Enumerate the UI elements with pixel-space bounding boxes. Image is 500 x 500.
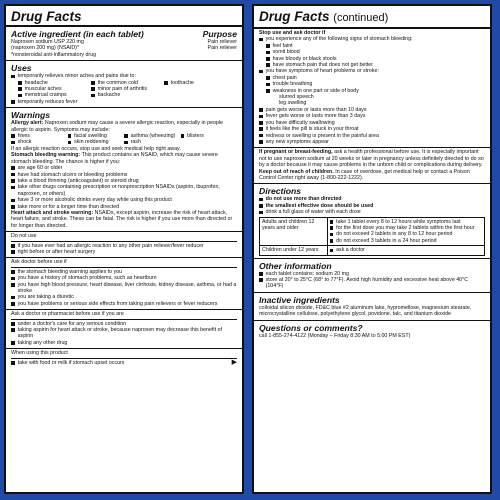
ask-doctor-heading: Ask doctor before use if [11, 259, 237, 267]
checkbox-bullet-icon [11, 361, 15, 365]
checkbox-bullet-icon [266, 63, 270, 67]
other-information-section [254, 259, 490, 293]
checkbox-bullet-icon [330, 249, 334, 253]
list-item: you have high blood pressure, heart disease, liver cirrhosis, kidney disease, asthma, or had a stroke [11, 282, 237, 295]
checkbox-bullet-icon [68, 141, 72, 145]
list-item: have bloody or black stools [266, 56, 485, 62]
checkbox-bullet-icon [259, 204, 263, 208]
questions-section [254, 321, 490, 341]
checkbox-bullet-icon [18, 87, 22, 91]
checkbox-bullet-icon [11, 205, 15, 209]
ask-pharmacist-section [6, 310, 242, 349]
list-item: right before or after heart surgery [11, 249, 237, 255]
uses-section: Uses temporarily relieves minor aches and pains due to: headache the common cold toothache muscular aches minor pain of arthritis menstrual cramps backache temporarily reduces fever [6, 61, 242, 108]
warnings-section: Warnings Allergy alert: Naproxen sodium may cause a severe allergic reaction, especially in people allergic to aspirin. Symptoms may include: hives facial swelling asthma (wheezing) blisters shock skin reddening rash If an allergic reaction occurs, stop use and seek medical help right away. Stomach bleeding warning: This product contains an NSAID, which may cause severe stomach bleeding. The chance is higher if you: are age 60 or older have had stomach ulcers or bleeding problems take a blood thinning (anticoagulant) or steroid drug take other drugs containing prescription or nonprescription NSAIDs (aspirin, ibuprofen, naproxen, or others) have 3 or more alcoholic drinks every day while using this product take more or for a longer time than directed Heart attack and stroke warning: NSAIDs, except aspirin, increase the risk of heart attack, heart failure, and stroke. These can be fatal. The risk is higher if you use more than directed or for longer than directed. [6, 108, 242, 232]
checkbox-bullet-icon [11, 173, 15, 177]
checkbox-bullet-icon [11, 341, 15, 345]
checkbox-bullet-icon [266, 57, 270, 61]
list-item: do not use more than directed [259, 196, 485, 202]
list-item: feel faint [266, 43, 485, 49]
checkbox-bullet-icon [18, 94, 22, 98]
list-item: any new symptoms appear [259, 139, 485, 145]
panel-title: Drug Facts (continued) [254, 6, 490, 29]
list-item: you have problems or serious side effects from taking pain relievers or fever reducers [11, 301, 237, 307]
checkbox-bullet-icon [11, 179, 15, 183]
directions-heading: Directions [259, 186, 302, 197]
active-heading: Active ingredient (in each tablet) [11, 29, 144, 39]
checkbox-bullet-icon [330, 233, 334, 237]
questions-heading: Questions or comments? [259, 322, 363, 333]
checkbox-bullet-icon [259, 70, 263, 74]
checkbox-bullet-icon [259, 272, 263, 276]
checkbox-bullet-icon [259, 278, 263, 282]
checkbox-bullet-icon [330, 226, 334, 230]
checkbox-bullet-icon [124, 134, 128, 138]
checkbox-bullet-icon [259, 108, 263, 112]
list-item: take with food or milk if stomach upset occurs ▶ [11, 360, 237, 366]
list-item: each tablet contains: sodium 20 mg [259, 271, 485, 277]
checkbox-bullet-icon [266, 44, 270, 48]
list-item: have had stomach ulcers or bleeding problems [11, 172, 237, 178]
checkbox-bullet-icon [68, 134, 72, 138]
list-item: have stomach pain that does not get better [266, 62, 485, 68]
active-ingredient-section [6, 27, 242, 61]
checkbox-bullet-icon [11, 322, 15, 326]
list-item: you are taking a diuretic [11, 294, 237, 300]
checkbox-bullet-icon [18, 81, 22, 85]
list-item: pain gets worse or lasts more than 10 days [259, 107, 485, 113]
checkbox-bullet-icon [330, 220, 334, 224]
checkbox-bullet-icon [164, 81, 168, 85]
list-item: store at 20° to 25°C (68° to 77°F). Avoid high humidity and excessive heat above 40°C (104°F) [259, 277, 485, 290]
pregnancy-section: If pregnant or breast-feeding, ask a health professional before use. It is especially important not to use naproxen sodium at 20 weeks or later in pregnancy unless definitely directed to do so by a doctor because it may cause problems in the unborn child or complications during delivery. Keep out of reach of children. In case of overdose, get medical help or contact a Poison Control Center right away (1-800-222-1222). [254, 148, 490, 184]
directions-section [254, 184, 490, 258]
warnings-heading: Warnings [11, 110, 50, 121]
do-not-use-section [6, 232, 242, 258]
list-item: if you have ever had an allergic reaction to any other pain reliever/fever reducer [11, 243, 237, 249]
checkbox-bullet-icon [330, 239, 334, 243]
when-using-section [6, 349, 242, 368]
checkbox-bullet-icon [11, 296, 15, 300]
drug-facts-continued-panel [252, 4, 492, 494]
phone-number: call 1-855-274-4122 (Monday – Friday 8:30 AM to 5:00 PM EST) [259, 332, 411, 339]
list-item: drink a full glass of water with each dose [259, 209, 485, 215]
panel-title: Drug Facts [6, 6, 242, 27]
purpose-heading: Purpose [202, 29, 237, 39]
continue-arrow-icon: ▶ [231, 358, 237, 366]
inactive-ingredients-heading: Inactive ingredients [259, 294, 340, 305]
checkbox-bullet-icon [259, 127, 263, 131]
list-item: take more or for a longer time than directed [11, 204, 237, 210]
checkbox-bullet-icon [11, 134, 15, 138]
list-item: you have a history of stomach problems, such as heartburn [11, 275, 237, 281]
stop-use-section: Stop use and ask doctor if you experience any of the following signs of stomach bleeding: feel faint vomit blood have bloody or black stools have stomach pain that does not get better you have symptoms of heart problems or stroke: chest pain trouble breathing weakness in one part or side of body slurred speech leg swelling pain gets worse or lasts more than 10 days fever gets worse or lasts more than 3 days you have difficulty swallowing it feels like the pill is stuck in your throat redness or swelling is present in the painful area any new symptoms appear [254, 29, 490, 148]
list-item: are age 60 or older [11, 165, 237, 171]
checkbox-bullet-icon [11, 199, 15, 203]
table-row: Adults and children 12 years and older take 1 tablet every 8 to 12 hours while symptoms last for the first dose you may take 2 tablets within the first hour do not exceed 2 tablets in any 8 to 12 hour period do not exceed 3 tablets in a 24 hour period [260, 217, 485, 246]
list-item: trouble breathing [266, 81, 485, 87]
list-item: have 3 or more alcoholic drinks every day while using this product [11, 197, 237, 203]
list-item: take a blood thinning (anticoagulant) or steroid drug [11, 178, 237, 184]
checkbox-bullet-icon [259, 134, 263, 138]
list-item: under a doctor's care for any serious condition [11, 321, 237, 327]
checkbox-bullet-icon [91, 81, 95, 85]
do-not-use-heading: Do not use [11, 233, 237, 241]
other-information-heading: Other information [259, 260, 332, 271]
checkbox-bullet-icon [266, 89, 270, 93]
ask-doctor-section [6, 258, 242, 310]
drug-facts-panel [4, 4, 244, 494]
checkbox-bullet-icon [11, 244, 15, 248]
checkbox-bullet-icon [266, 83, 270, 87]
checkbox-bullet-icon [259, 121, 263, 125]
list-item: vomit blood [266, 49, 485, 55]
checkbox-bullet-icon [11, 328, 15, 332]
list-item: the smallest effective dose should be used [259, 203, 485, 209]
checkbox-bullet-icon [266, 51, 270, 55]
list-item: it feels like the pill is stuck in your throat [259, 126, 485, 132]
stop-use-heading: Stop use and ask doctor if [259, 30, 326, 36]
checkbox-bullet-icon [11, 75, 15, 79]
list-item: fever gets worse or lasts more than 3 days [259, 113, 485, 119]
inactive-ingredients-section: Inactive ingredients colloidal silicon dioxide, FD&C blue #2 aluminum lake, hypromellose, magnesium stearate, microcrystalline cellulose, polyethylene glycol, povidone, talc, and titanium dioxide [254, 293, 490, 321]
list-item: redness or swelling is present in the painful area [259, 133, 485, 139]
checkbox-bullet-icon [11, 283, 15, 287]
list-item: weakness in one part or side of body [266, 88, 485, 94]
checkbox-bullet-icon [266, 76, 270, 80]
ingredient-line: (naproxen 200 mg) (NSAID)* Pain reliever [11, 45, 237, 52]
checkbox-bullet-icon [259, 115, 263, 119]
list-item: taking any other drug [11, 340, 237, 346]
checkbox-bullet-icon [259, 38, 263, 42]
list-item: take other drugs containing prescription or nonprescription NSAIDs (aspirin, ibuprofen, naproxen, or others) [11, 184, 237, 197]
checkbox-bullet-icon [11, 141, 15, 145]
when-using-heading: When using this product [11, 350, 237, 358]
list-item: you have difficulty swallowing [259, 120, 485, 126]
checkbox-bullet-icon [11, 250, 15, 254]
checkbox-bullet-icon [11, 270, 15, 274]
checkbox-bullet-icon [124, 141, 128, 145]
ask-pharmacist-heading: Ask a doctor or pharmacist before use if you are [11, 311, 237, 319]
checkbox-bullet-icon [259, 140, 263, 144]
uses-heading: Uses [11, 63, 32, 74]
checkbox-bullet-icon [259, 198, 263, 202]
list-item: the stomach bleeding warning applies to you [11, 269, 237, 275]
checkbox-bullet-icon [181, 134, 185, 138]
checkbox-bullet-icon [11, 302, 15, 306]
dosage-table [259, 217, 485, 256]
checkbox-bullet-icon [91, 87, 95, 91]
list-item: taking aspirin for heart attack or stroke, because naproxen may decrease this benefit of aspirin [11, 327, 237, 340]
table-row: Children under 12 years ask a doctor [260, 246, 485, 255]
checkbox-bullet-icon [11, 277, 15, 281]
ingredient-line: Naproxen sodium USP 220 mg Pain reliever [11, 39, 237, 45]
checkbox-bullet-icon [11, 166, 15, 170]
checkbox-bullet-icon [11, 100, 15, 104]
checkbox-bullet-icon [259, 211, 263, 215]
checkbox-bullet-icon [91, 94, 95, 98]
checkbox-bullet-icon [11, 186, 15, 190]
nsaid-note: *nonsteroidal anti-inflammatory drug [11, 51, 97, 58]
list-item: chest pain [266, 75, 485, 81]
